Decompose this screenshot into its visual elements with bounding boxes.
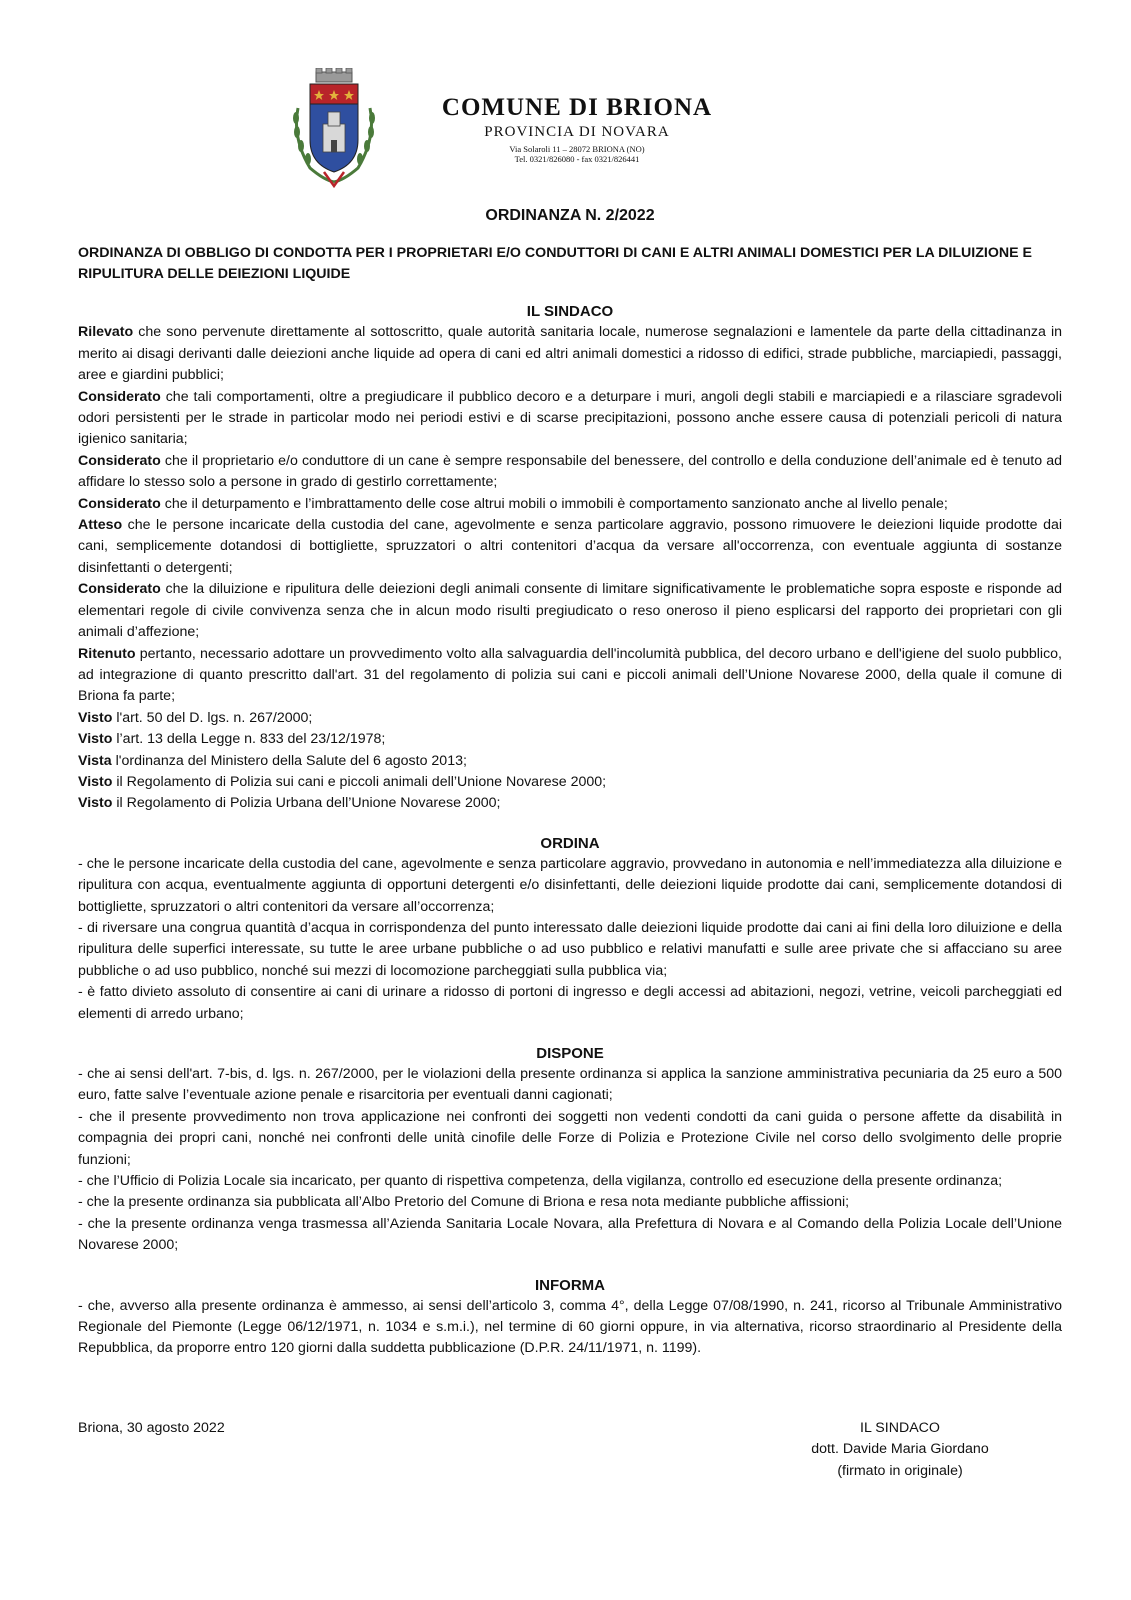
ordinance-title: ORDINANZA N. 2/2022 — [485, 207, 655, 224]
ordinance-subject: ORDINANZA DI OBBLIGO DI CONDOTTA PER I PROPRIETARI E/O CONDUTTORI DI CANI E ALTRI ANIMALI DOMESTICI PER LA DILUIZIONE E RIPULITURA DELLE DEIEZIONI LIQUIDE — [78, 245, 1032, 283]
premise-item: Considerato che la diluizione e ripulitura delle deiezioni degli animali consente di limitare significativamente le problematiche sopra esposte e risponde ad elementari regole di civile convivenza senza che in alcun modo risulti pregiudicato o reso oneroso il pieno esplicarsi del rapporto dei proprietari con gli animali d’affezione; — [78, 581, 1062, 641]
address-block — [422, 144, 732, 164]
signature-name: dott. Davide Maria Giordano — [811, 1441, 989, 1458]
dispone-item: - che ai sensi dell'art. 7-bis, d. lgs. n. 267/2000, per le violazioni della presente ordinanza si applica la sanzione amministrativa pecuniaria da 25 euro a 500 euro, fatte salve l’eventuale azione penale e risarcitoria per eventuali danni cagionati; — [78, 1066, 1062, 1104]
informa-item: - che, avverso alla presente ordinanza è ammesso, ai sensi dell’articolo 3, comma 4°, della Legge 07/08/1990, n. 241, ricorso al Tribunale Amministrativo Regionale del Piemonte (Legge 06/12/1971, n. 1034 e s.m.i.), nel termine di 60 giorni oppure, in via alternativa, ricorso straordinario al Presidente della Repubblica, da proporre entro 120 giorni dalla suddetta pubblicazione (D.P.R. 24/11/1971, n. 1199). — [78, 1297, 1062, 1357]
letterhead — [288, 68, 888, 198]
ordina-item: - che le persone incaricate della custodia del cane, agevolmente e senza particolare aggravio, provvedano in autonomia e nell’immediatezza alla diluizione e ripulitura con acqua, eventualmente aggiunta di opportuni detergenti e/o disinfettanti, delle deiezioni liquide prodotte dai cani, semplicemente dotandosi di bottigliette, spruzzatori o altri contenitori da versare all’occorrenza; — [78, 855, 1062, 915]
dispone-item: - che il presente provvedimento non trova applicazione nei confronti dei soggetti non vedenti condotti da cani guida o persone affette da disabilità in compagnia dei propri cani, nonché nei confronti delle unità cinofile delle Forze di Polizia e Protezione Civile nel corso dello svolgimento delle proprie funzioni; — [78, 1108, 1062, 1168]
document-body — [78, 205, 1062, 1360]
place-date: Briona, 30 agosto 2022 — [78, 1420, 225, 1436]
premise-item: Considerato che il deturpamento e l’imbrattamento delle cose altrui mobili o immobili è comportamento sanzionato anche al livello penale; — [78, 495, 948, 512]
premise-item: Atteso che le persone incaricate della custodia del cane, agevolmente e senza particolare aggravio, possono rimuovere le deiezioni liquide prodotte dai cani, semplicemente dotandosi di bottigliette, spruzzatori o altri contenitori d’acqua da versare all'occorrenza, con eventuale aggiunta di sostanze disinfettanti o detergenti; — [78, 517, 1062, 576]
dispone-item: - che la presente ordinanza sia pubblicata all’Albo Pretorio del Comune di Briona e resa nota mediante pubbliche affissioni; — [78, 1194, 850, 1211]
ordina-list — [78, 854, 1062, 1025]
signature-role: IL SINDACO — [860, 1420, 940, 1436]
dispone-item: - che l’Ufficio di Polizia Locale sia incaricato, per quanto di rispettiva competenza, della vigilanza, controllo ed esecuzione della presente ordinanza; — [78, 1173, 1003, 1190]
dispone-heading: DISPONE — [536, 1045, 604, 1062]
premise-item: Considerato che il proprietario e/o conduttore di un cane è sempre responsabile del benessere, del controllo e della conduzione dell’animale ed è tenuto ad affidare lo stesso solo a persone in grado di gestirlo correttamente; — [78, 452, 1062, 491]
address-line: Via Solaroli 11 – 28072 BRIONA (NO) — [509, 144, 645, 154]
dispone-list — [78, 1064, 1062, 1257]
ordina-item: - di riversare una congrua quantità d’acqua in corrispondenza del punto interessato dalle deiezioni liquide prodotte dai cani ai fini della loro diluizione e della ripulitura delle superfici interessate, su tutte le aree urbane pubbliche o ad uso pubblico e relativi manufatti e sulle aree private che si affacciano su aree pubbliche o ad uso pubblico, nonché sui mezzi di locomozione parcheggiati sulla pubblica via; — [78, 919, 1062, 979]
signature-block — [790, 1418, 1010, 1482]
sindaco-heading: IL SINDACO — [526, 303, 614, 321]
municipality-name: COMUNE DI BRIONA — [441, 94, 713, 121]
informa-heading: INFORMA — [535, 1276, 605, 1294]
dispone-item: - che la presente ordinanza venga trasmessa all’Azienda Sanitaria Locale Novara, alla Prefettura di Novara e al Comando della Polizia Locale dell’Unione Novarese 2000; — [78, 1215, 1062, 1254]
premise-item: Visto l'art. 50 del D. lgs. n. 267/2000; — [78, 709, 313, 726]
premise-item: Visto il Regolamento di Polizia Urbana dell’Unione Novarese 2000; — [78, 795, 501, 812]
premise-item: Rilevato che sono pervenute direttamente al sottoscritto, quale autorità sanitaria locale, numerose segnalazioni e lamentele da parte della cittadinanza in merito ai disagi derivanti dalle deiezioni anche liquide ad opera di cani ed altri animali domestici a ridosso di edifici, strade pubbliche, marciapiedi, passaggi, aree e giardini pubblici; — [78, 324, 1062, 384]
ordina-heading: ORDINA — [540, 834, 600, 852]
premise-item: Considerato che tali comportamenti, oltre a pregiudicare il pubblico decoro e a deturpare i muri, angoli degli stabili e marciapiedi e a rilasciare sgradevoli odori persistenti per le strade in particolar modo nei periodi estivi e di scarse precipitazioni, possono anche essere causa di potenziali pericoli di natura igienico sanitaria; — [78, 388, 1062, 448]
ordina-item: - è fatto divieto assoluto di consentire ai cani di urinare a ridosso di portoni di ingresso e degli accessi ad abitazioni, negozi, vetrine, veicoli parcheggiati ed elementi di arredo urbano; — [78, 984, 1062, 1022]
informa-list — [78, 1296, 1062, 1360]
premise-item: Vista l'ordinanza del Ministero della Salute del 6 agosto 2013; — [78, 752, 467, 769]
premise-item: Ritenuto pertanto, necessario adottare un provvedimento volto alla salvaguardia dell'incolumità pubblica, del decoro urbano e dell'igiene del suolo pubblico, ad integrazione di quanto prescritto dall'art. 31 del regolamento di polizia sui cani e piccoli animali dell’Unione Novarese 2000, della quale il comune di Briona fa parte; — [78, 645, 1062, 705]
premises-list — [78, 322, 1062, 814]
phone-line: Tel. 0321/826080 - fax 0321/826441 — [514, 154, 640, 164]
premise-item: Visto l’art. 13 della Legge n. 833 del 23/12/1978; — [78, 731, 386, 748]
province-name: PROVINCIA DI NOVARA — [484, 124, 670, 140]
signature-note: (firmato in originale) — [837, 1462, 963, 1479]
premise-item: Visto il Regolamento di Polizia sui cani e piccoli animali dell’Unione Novarese 2000; — [78, 773, 607, 790]
municipal-crest-icon — [288, 68, 380, 190]
